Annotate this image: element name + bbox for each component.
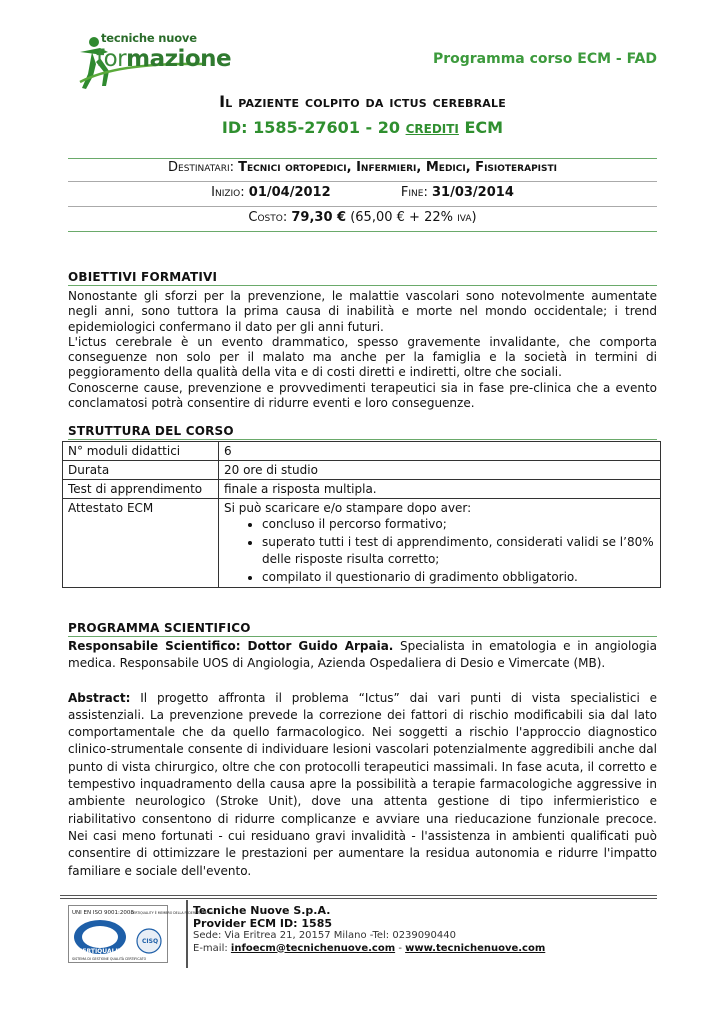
struttura-heading: STRUTTURA DEL CORSO bbox=[68, 424, 234, 438]
abstract-text: Il progetto affronta il problema “Ictus” dai vari punti di vista specialistici e assistenziali. La prevenzione prevede la correzione dei fattori di rischio modificabili sia dal lato comportamentale che da quello farmacologico. Nei soggetti a rischio l'approccio diagnostico clinico-strumentale consente di individuare lesioni vascolari potenzialmente aggredibili anche dal punto di vista chirurgico, oltre che con protocolli terapeutici massimali. In fase acuta, il corretto e tempestivo inquadramento della causa apre la possibilità a terapie farmacologiche aggressive in ambiente neurologico (Stroke Unit), dove una attenta gestione di tipo infermieristico e riabilitativo consentono di ridurre complicanze e avviare una rieducazione funzionale precoce. Nei casi meno fortunati - cui residuano gravi invalidità - l'assistenza in ambienti qualificati può consentire di ottimizzare le prestazioni per aumentare la residua autonomia e ridurre l'impatto familiare e sociale dell'evento. bbox=[68, 690, 657, 878]
email-link[interactable]: infoecm@tecnichenuove.com bbox=[230, 942, 396, 954]
heading-underline bbox=[68, 636, 657, 637]
destinatari-line bbox=[0, 160, 725, 175]
footer-company: Tecniche Nuove S.p.A. bbox=[193, 904, 331, 917]
struttura-table bbox=[62, 441, 661, 588]
inizio-value: 01/04/2012 bbox=[248, 185, 331, 200]
ecm-label: ECM bbox=[464, 118, 504, 137]
program-label: Programma corso ECM - FAD bbox=[432, 51, 657, 67]
attestato-list bbox=[224, 516, 655, 586]
course-title: Il paziente colpito da ictus cerebrale bbox=[219, 92, 506, 111]
list-item: • compilato il questionario di gradimento obbligatorio. bbox=[262, 569, 655, 587]
responsabile-label: Responsabile Scientifico: Dottor Guido Arpaia. bbox=[68, 639, 394, 653]
table-row bbox=[63, 461, 661, 480]
fine-label: Fine: bbox=[400, 185, 428, 200]
iva-label: iva bbox=[457, 210, 472, 225]
website-link[interactable]: www.tecnichenuove.com bbox=[405, 942, 546, 954]
responsabile-paragraph bbox=[68, 638, 657, 673]
costo-line bbox=[0, 210, 725, 225]
costo-close: ) bbox=[471, 210, 477, 225]
abstract-paragraph bbox=[68, 690, 657, 880]
table-key: Attestato ECM bbox=[63, 499, 219, 588]
table-key: Durata bbox=[63, 461, 219, 480]
obiettivi-heading: OBIETTIVI FORMATIVI bbox=[68, 270, 218, 284]
heading-underline bbox=[68, 285, 657, 286]
fine-value: 31/03/2014 bbox=[432, 185, 514, 200]
footer-provider: Provider ECM ID: 1585 bbox=[193, 916, 333, 930]
programma-heading: PROGRAMMA SCIENTIFICO bbox=[68, 621, 251, 635]
inizio-label: Inizio: bbox=[211, 185, 245, 200]
costo-detail: (65,00 € + 22% bbox=[350, 210, 453, 225]
divider bbox=[68, 206, 657, 207]
logo-top-text: tecniche nuove bbox=[101, 31, 197, 45]
credits-word: CREDITI bbox=[405, 122, 459, 136]
table-row bbox=[63, 480, 661, 499]
costo-label: Costo: bbox=[248, 210, 288, 225]
footer-sep: - bbox=[398, 942, 402, 954]
cert-sub: SISTEMA DI GESTIONE QUALITÀ CERTIFICATO bbox=[72, 957, 147, 961]
obiettivi-text bbox=[68, 289, 657, 411]
course-id: ID: 1585-27601 - 20 bbox=[221, 118, 400, 137]
attestato-intro: Si può scaricare e/o stampare dopo aver: bbox=[224, 501, 472, 515]
cert-brand: CERTIQUALITY bbox=[78, 948, 127, 955]
list-item: • superato tutti i test di apprendimento, considerati validi se l’80% delle risposte risulta corretto; bbox=[262, 534, 655, 569]
logo-main-text bbox=[96, 46, 231, 72]
footer-divider bbox=[60, 898, 657, 899]
programma-text bbox=[68, 638, 657, 897]
divider bbox=[68, 181, 657, 182]
table-value: 6 bbox=[219, 442, 661, 461]
email-label: E-mail: bbox=[193, 942, 228, 954]
footer-divider bbox=[60, 895, 657, 896]
footer-contacts bbox=[193, 943, 545, 956]
list-item: • concluso il percorso formativo; bbox=[262, 516, 655, 534]
table-row bbox=[63, 442, 661, 461]
abstract-label: Abstract: bbox=[68, 690, 131, 705]
costo-value: 79,30 € bbox=[291, 210, 347, 225]
dates-line bbox=[0, 185, 725, 200]
divider bbox=[68, 231, 657, 232]
cert-top: UNI EN ISO 9001:2008 bbox=[72, 910, 134, 916]
destinatari-label: Destinatari: bbox=[168, 160, 234, 175]
divider bbox=[68, 158, 657, 159]
footer-address: Sede: Via Eritrea 21, 20157 Milano -Tel: 0239090440 bbox=[193, 930, 456, 941]
heading-underline bbox=[68, 439, 657, 440]
table-row bbox=[63, 499, 661, 588]
logo-main-b: mazione bbox=[126, 46, 232, 72]
table-key: Test di apprendimento bbox=[63, 480, 219, 499]
responsabile-text: Specialista in ematologia e in angiologia medica. Responsabile UOS di Angiologia, Azienda Ospedaliera di Desio e Vimercate (MB). bbox=[68, 639, 657, 671]
course-id-line bbox=[0, 118, 725, 137]
footer-text bbox=[193, 905, 545, 955]
cert-cisq: CISQ bbox=[142, 938, 159, 945]
logo-main-a: for bbox=[96, 46, 127, 72]
obiettivi-paragraph: Nonostante gli sforzi per la prevenzione, le malattie vascolari sono notevolmente aumentate negli anni, sono tuttora la prima causa di inabilità e morte nel mondo occidentale; i trend epidemiologici confermano il dato per gli anni futuri. bbox=[68, 289, 657, 334]
obiettivi-paragraph: L'ictus cerebrale è un evento drammatico, spesso gravemente invalidante, che comporta conseguenze non solo per il malato ma anche per la famiglia e la società in termini di peggioramento della qualità della vita e di costi diretti e indiretti, oltre che sociali. bbox=[68, 334, 657, 380]
cert-right: CERTIQUALITY È MEMBRO DELLA FEDERAZIONE CISQ bbox=[131, 911, 216, 915]
table-key: N° moduli didattici bbox=[63, 442, 219, 461]
obiettivi-paragraph: Conoscerne cause, prevenzione e provvedimenti terapeutici sia in fase pre-clinica che a evento conclamatosi potrà consentire di ridurre eventi e loro conseguenze. bbox=[68, 380, 657, 411]
attestato-cell bbox=[219, 499, 661, 588]
table-value: finale a risposta multipla. bbox=[219, 480, 661, 499]
destinatari-value: Tecnici ortopedici, Infermieri, Medici, Fisioterapisti bbox=[238, 160, 557, 175]
table-value: 20 ore di studio bbox=[219, 461, 661, 480]
